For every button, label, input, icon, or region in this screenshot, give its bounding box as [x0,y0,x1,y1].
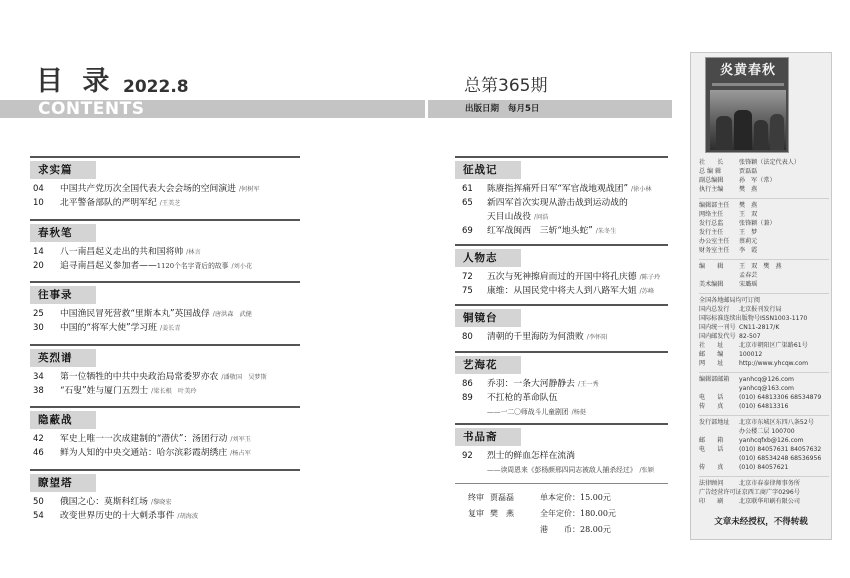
page-number: 80 [462,332,473,342]
page-number: 92 [462,451,473,461]
article-author: /李怀阳 [586,334,608,341]
masthead-label: 全国各地邮局均可订阅 [699,297,760,304]
masthead-line [699,359,829,368]
masthead-label: 传 真 [699,464,724,471]
masthead-label: 邮 编 [699,351,724,358]
article-title: 追寻南昌起义参加者—— [60,260,157,271]
section-header [455,244,668,264]
toc-entry-continuation [455,463,668,477]
masthead-label: 编辑部邮箱 [699,376,730,383]
credits-row [455,506,668,522]
section-header [30,344,300,364]
article-title: 第一位牺牲的中共中央政治局常委罗亦农 [60,371,219,382]
page-number: 72 [462,272,473,282]
toc-section [455,423,668,482]
article-title: 北平警备部队的严明军纪 [60,198,157,208]
masthead-value: (010) 64813306 68534879 [739,394,822,401]
masthead-info [699,158,829,506]
article-title: 乔羽：一条大河静静去 [487,379,575,389]
masthead-line [699,418,829,427]
article-author: /刘小花 [231,262,253,270]
section-title: 铜镜台 [455,309,521,327]
masthead-line [699,262,829,271]
article-author: /刘军玉 [230,436,251,443]
page-number: 38 [33,385,44,396]
article-author: /黎晓宏 [150,498,172,506]
masthead-label: 编辑部主任 [699,202,730,209]
masthead-line [699,375,829,384]
masthead-line [699,167,829,176]
article-author: /杨挺 [571,409,587,416]
masthead-label: 国内统一刊号 [699,324,736,331]
article-title: 中国渔民冒死营救“里斯本丸”英国战俘 [60,309,210,319]
issue-date: 2022.8 [123,77,189,97]
masthead-group-editorial [699,158,829,194]
masthead-line [699,280,829,289]
page-number: 04 [33,184,44,194]
toc-section [30,156,300,219]
section-title: 往事录 [30,286,96,304]
masthead-value: 北京报刊发行局 [739,306,782,313]
article-author: /王一秀 [577,381,599,388]
masthead-line [699,246,829,255]
article-title: 清朝的千里海防为何溃败 [487,332,584,342]
masthead-line [699,219,829,228]
final-review-label: 终审 [468,493,484,502]
toc-section [455,156,668,244]
final-review-name: 贾磊磊 [490,493,514,502]
masthead-value: 宋璐瑶 [739,281,758,288]
article-author: /姜长青 [159,325,181,332]
masthead-label: 总 编 辑 [699,168,722,175]
single-price: 单本定价：15.00元 [540,493,611,502]
toc-entry [30,321,300,335]
masthead-line [699,463,829,472]
section-title: 求实篇 [30,161,96,179]
masthead-label: 编 辑 [699,263,724,270]
credits-block [455,483,668,538]
cover-title: 炎黄春秋 [719,63,776,78]
section-header [455,304,668,324]
masthead-line [699,314,829,323]
page-number: 75 [462,286,473,296]
toc-left-column [30,156,300,531]
copyright-notice: 文章未经授权，不得转载 [714,517,808,527]
masthead-label: 法律顾问 [699,480,724,487]
masthead-value: 蔡莉元 [739,238,758,245]
section-title: 人物志 [455,249,521,267]
masthead-line [699,445,829,454]
annual-price: 全年定价：180.00元 [540,509,616,518]
masthead-value: (010) 84057621 [739,464,789,471]
masthead-value: 李 霞 [739,247,758,254]
toc-entry [455,391,668,405]
masthead-label: 财务室主任 [699,247,730,254]
article-title: 康维：从国民党中将夫人到八路军大姐 [487,286,637,296]
article-title: 不扛枪的革命队伍 [487,393,558,403]
masthead-label: 邮 箱 [699,437,724,444]
masthead-label: 国际标准连续出版物号 [699,315,760,322]
page-number: 65 [462,198,473,208]
page-number: 14 [33,246,44,257]
toc-section [30,469,300,532]
masthead-line [699,158,829,167]
toc-entry-continuation [455,405,668,419]
toc-entry [30,182,300,196]
toc-entry [30,384,300,398]
masthead-value: 北京市春泰律师事务所 [739,480,800,487]
masthead-label: 发行部地址 [699,419,730,426]
section-header [455,423,668,443]
toc-entry [455,377,668,391]
masthead-label: 广告经营许可证 [699,489,742,496]
masthead-label: 印 刷 [699,498,724,505]
article-subtitle: 1120个名字背后的故事 [156,261,229,270]
article-author: /陈子玲 [639,274,661,281]
masthead-label: 社 长 [699,159,724,166]
hk-price: 港 币：28.00元 [540,525,611,534]
masthead-value: yanhcq@126.com [739,376,794,383]
article-title: 红军战闽西 三斩“地头蛇” [487,226,593,236]
toc-entry [30,259,300,273]
toc-entry [30,446,300,460]
second-review [468,506,514,522]
toc-entry [30,307,300,321]
section-title: 英烈谱 [30,349,96,367]
masthead-label: 办公室主任 [699,238,730,245]
masthead-line [699,341,829,350]
toc-entry-continuation [455,210,668,224]
section-header [30,469,300,489]
article-title: 中国的“将军大使”学习班 [60,323,157,333]
masthead-line [699,402,829,411]
article-title: 俄国之心：莫斯科红场 [60,496,148,507]
toc-section [30,281,300,344]
masthead-value: CN11-2817/K [739,324,780,331]
toc-section [455,244,668,304]
masthead-value: (010) 84057631 84057632 [739,446,822,453]
page-number: 20 [33,260,44,271]
toc-entry [30,432,300,446]
masthead-group-distribution-contact [699,415,829,472]
masthead-line [699,427,829,436]
second-review-name: 樊 燕 [490,509,514,518]
masthead-value: 张锋颖（兼） [739,220,776,227]
page-number: 30 [33,323,44,333]
masthead-label: 社 址 [699,342,724,349]
article-title: 八一南昌起义走出的共和国将帅 [60,246,184,257]
cover-figure [770,114,784,150]
masthead-value: ISSN1003-1170 [759,315,808,322]
masthead-group-editors [699,259,829,289]
credits-row [455,522,668,538]
cover-divider [712,83,784,86]
toc-section [455,304,668,351]
masthead-value: 京西工商广字0296号 [741,489,800,496]
masthead-group-editorial-contact [699,372,829,411]
masthead-label: 副总编辑 [699,177,724,184]
section-header [455,351,668,371]
masthead-sidebar [690,52,832,540]
masthead-label: 传 真 [699,403,724,410]
masthead-line [699,384,829,393]
article-title: 陈赓指挥痛歼日军“军官战地观战团” [487,184,628,194]
publish-value: 每月5日 [508,104,540,114]
page-number: 89 [462,393,473,403]
article-title-continued: 天目山战役 [487,212,531,222]
article-author: /胡海波 [177,512,199,520]
section-header [30,156,300,176]
article-author: /朱冬生 [595,228,617,235]
cover-figure [716,116,732,150]
article-author: /杨占军 [230,450,251,457]
article-author: /张颖 [639,467,654,474]
masthead-value: 贾磊磊 [739,168,758,175]
masthead-value: 北京联华印刷有限公司 [739,498,800,505]
toc-entry [455,182,668,196]
masthead-value: (010) 68534248 68536956 [739,455,822,462]
toc-entry [30,196,300,210]
toc-entry [455,449,668,463]
toc-section [455,351,668,423]
article-title: 中国共产党历次全国代表大会会场的空间演进 [60,184,236,194]
page-number: 10 [33,198,44,208]
article-author: /林言 [186,248,201,256]
section-header [30,281,300,301]
masthead-label: 网 址 [699,360,724,367]
article-title: 鲜为人知的中央交通站：哈尔滨彩霞胡绣庄 [60,448,228,458]
masthead-value: yanhcqfxb@126.com [739,437,804,444]
masthead-line [699,488,829,497]
masthead-value: 北京市东城区东四八条52号 [739,419,814,426]
masthead-value: 王 梦 [739,229,758,236]
masthead-label: 网络主任 [699,211,724,218]
article-author: /王美芝 [159,200,181,207]
article-author: /何树军 [238,186,260,193]
article-author: /潘敬国 吴梦斯 [221,373,267,381]
masthead-label: 美术编辑 [699,281,724,288]
masthead-label: 国内邮发代号 [699,333,736,340]
masthead-line [699,271,829,280]
masthead-value: 孙 军（常） [739,177,776,184]
masthead-label: 发行主任 [699,229,724,236]
toc-entry [30,370,300,384]
masthead-value: http://www.yhcqw.com [739,360,809,367]
toc-entry [455,224,668,238]
section-title: 书品斋 [455,428,521,446]
toc-middle-column [455,156,668,482]
toc-entry [30,509,300,523]
magazine-cover [705,57,789,153]
second-review-label: 复审 [468,509,484,518]
page-number: 34 [33,371,44,382]
page-number: 50 [33,496,44,507]
masthead-value: 樊 燕 [739,202,758,209]
page-number: 46 [33,448,44,458]
toc-entry [455,330,668,344]
section-title: 春秋笔 [30,224,96,242]
article-author: /梁长根 叶美玲 [151,387,197,395]
masthead-line [699,350,829,359]
masthead-value: yanhcq@163.com [739,385,794,392]
section-title: 艺海花 [455,356,521,374]
masthead-group-legal [699,476,829,506]
masthead-line [699,436,829,445]
masthead-line [699,296,829,305]
masthead-label: 电 话 [699,446,724,453]
masthead-label [699,384,739,393]
page-title: 目 录 [36,66,115,97]
masthead-line [699,305,829,314]
toc-section [30,344,300,407]
masthead-value: (010) 64813316 [739,403,789,410]
page-number: 61 [462,184,473,194]
masthead-label [699,271,739,280]
masthead-value: 王 双 [739,211,758,218]
article-subtitle: ——一二〇师战斗儿童剧团 [487,408,569,416]
section-header [455,156,668,176]
masthead-value: 张锋颖（法定代表人） [739,159,800,166]
article-author: /问浩 [534,214,549,221]
article-title: 军史上唯一一次成建制的“潜伏”：汤团行动 [60,434,228,444]
total-issue-number: 总第365期 [464,76,548,96]
masthead-value: 82-507 [739,333,761,340]
article-author: /苏峰 [639,288,655,295]
masthead-line [699,201,829,210]
toc-entry [30,245,300,259]
publish-label: 出版日期 [465,104,500,114]
article-author: /徐小林 [630,186,652,193]
toc-entry [30,495,300,509]
masthead-value: 100012 [739,351,763,358]
masthead-line [699,454,829,463]
article-subtitle: ——读周恩来《彭杨颜邢四同志被敌人捕杀经过》 [487,466,637,474]
article-title: 五次与死神擦肩而过的开国中将孔庆德 [487,272,637,282]
toc-section [30,406,300,469]
section-title: 瞭望塔 [30,474,96,492]
cover-photo [710,90,786,150]
section-header [30,406,300,426]
masthead-line [699,228,829,237]
publish-banner [428,100,672,118]
toc-entry [455,270,668,284]
masthead-label [699,454,739,463]
masthead-value: 王 双 樊 燕 [739,263,782,270]
masthead-line [699,497,829,506]
toc-entry [455,196,668,210]
masthead-line [699,332,829,341]
masthead-line [699,176,829,185]
cover-figure [734,110,752,150]
article-title: 烈士的鲜血怎样在流淌 [487,451,575,461]
masthead-value: 孟春芸 [739,272,758,279]
credits-row [455,490,668,506]
masthead-group-departments [699,198,829,255]
masthead-label [699,427,739,436]
masthead-label: 执行主编 [699,186,724,193]
article-title: 改变世界历史的十大刺杀事件 [60,510,175,521]
toc-section [30,219,300,282]
masthead-line [699,237,829,246]
page-number: 54 [33,510,44,521]
toc-entry [455,284,668,298]
article-title: “石叟”姓与厦门五烈士 [60,385,149,396]
section-header [30,219,300,239]
article-author: /唐洪森 武健 [212,311,252,318]
masthead-label: 发行总监 [699,220,724,227]
section-title: 征战记 [455,161,521,179]
cover-figure [754,120,768,150]
publish-info [465,100,539,118]
masthead-label: 电 话 [699,394,724,401]
masthead-line [699,210,829,219]
page-number: 42 [33,434,44,444]
section-title: 隐蔽战 [30,411,96,429]
page-number: 86 [462,379,473,389]
masthead-value: 办公楼二层 100700 [739,428,795,435]
page-number: 69 [462,226,473,236]
masthead-line [699,393,829,402]
masthead-line [699,185,829,194]
masthead-value: 北京市朝阳区广渠路61号 [739,342,808,349]
page-number: 25 [33,309,44,319]
masthead-line [699,323,829,332]
contents-label: CONTENTS [38,99,145,119]
masthead-label: 国内总发行 [699,306,730,313]
final-review [468,490,514,506]
masthead-group-publication [699,293,829,368]
article-title: 新四军首次实现从游击战到运动战的 [487,198,628,208]
masthead-value: 樊 燕 [739,186,758,193]
masthead-line [699,479,829,488]
contents-banner [0,100,425,118]
